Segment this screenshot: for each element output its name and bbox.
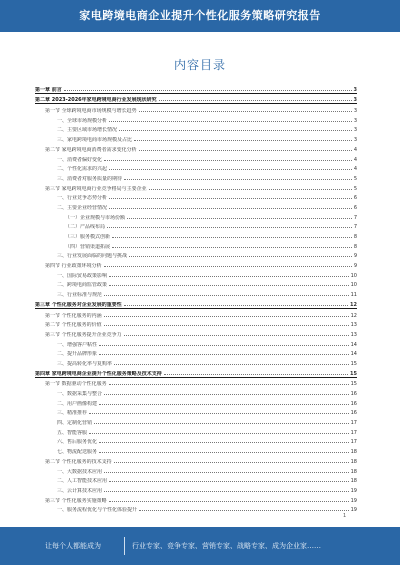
toc-leader-dots xyxy=(104,316,349,317)
toc-entry-text: （一）企业规模与市场份额 xyxy=(65,214,126,221)
toc-entry-text: 第二节 家电跨境电商消费者需求变化分析 xyxy=(45,146,137,153)
toc-entry-text: 三、消费者对服务质量的期待 xyxy=(57,175,123,182)
toc-entry-row[interactable] xyxy=(35,153,357,163)
toc-leader-dots xyxy=(104,160,352,161)
toc-leader-dots xyxy=(112,237,352,238)
toc-entry-text: 三、精准推荐 xyxy=(57,410,88,417)
toc-page-number: 3 xyxy=(353,127,357,134)
toc-leader-dots xyxy=(109,121,352,122)
toc-leader-dots xyxy=(109,384,349,385)
toc-page-number: 9 xyxy=(353,253,357,260)
toc-entry-row[interactable] xyxy=(35,133,357,143)
toc-entry-row[interactable] xyxy=(35,484,357,494)
toc-leader-dots xyxy=(134,140,352,141)
toc-page-number: 16 xyxy=(350,410,357,417)
toc-entry-row[interactable] xyxy=(35,163,357,173)
toc-leader-dots xyxy=(99,452,349,453)
toc-entry-row[interactable] xyxy=(35,475,357,485)
toc-entry-row[interactable] xyxy=(35,259,357,269)
toc-entry-row[interactable] xyxy=(35,143,357,153)
toc-page-number: 4 xyxy=(353,146,357,153)
toc-leader-dots xyxy=(139,150,352,151)
toc-leader-dots xyxy=(139,510,349,511)
toc-leader-dots xyxy=(149,189,352,190)
report-header-bar xyxy=(0,0,400,32)
toc-page-number: 14 xyxy=(350,341,357,348)
toc-entry-text: 第二章 2023-2026年家电跨境电商行业发展现状研究 xyxy=(35,97,157,104)
toc-page-number: 3 xyxy=(353,117,357,124)
toc-chapter-row[interactable] xyxy=(35,298,357,309)
toc-leader-dots xyxy=(107,227,352,228)
toc-entry-text: 第三节 个性化服务提升企业竞争力 xyxy=(45,331,122,338)
toc-entry-row[interactable] xyxy=(35,269,357,279)
toc-page-number: 3 xyxy=(353,97,357,104)
toc-leader-dots xyxy=(127,218,352,219)
toc-leader-dots xyxy=(99,354,349,355)
toc-entry-text: （四）营销渠道拓展 xyxy=(65,243,111,250)
toc-entry-row[interactable] xyxy=(35,221,357,231)
footer-slogan-left: 让每个人都能成为 xyxy=(45,542,101,550)
toc-entry-row[interactable] xyxy=(35,114,357,124)
toc-heading: 内容目录 xyxy=(173,58,226,72)
toc-entry-text: 二、跨境电商监管政策 xyxy=(57,282,108,289)
toc-entry-row[interactable] xyxy=(35,328,357,338)
toc-chapter-row[interactable] xyxy=(35,94,357,105)
toc-page-number: 8 xyxy=(353,243,357,250)
toc-entry-row[interactable] xyxy=(35,201,357,211)
toc-entry-text: 二、人工智能技术应用 xyxy=(57,478,108,485)
toc-leader-dots xyxy=(109,481,349,482)
toc-entry-text: 二、提升品牌形象 xyxy=(57,351,98,358)
toc-entry-row[interactable] xyxy=(35,426,357,436)
toc-entry-row[interactable] xyxy=(35,445,357,455)
toc-page-number: 3 xyxy=(353,86,357,93)
toc-leader-dots xyxy=(124,179,352,180)
toc-entry-row[interactable] xyxy=(35,357,357,367)
toc-entry-text: 一、数据采集与整合 xyxy=(57,391,103,397)
toc-entry-text: （二）产品线布局 xyxy=(65,224,106,231)
toc-leader-dots xyxy=(124,335,349,336)
toc-entry-text: 第四节 行业政策环境分析 xyxy=(45,263,102,270)
toc-page-number: 19 xyxy=(350,487,357,494)
toc-entry-text: 第二节 个性化服务的价值 xyxy=(45,322,102,329)
toc-entry-text: 三、云计算技术应用 xyxy=(57,487,103,494)
toc-leader-dots xyxy=(109,501,349,502)
toc-chapter-row[interactable] xyxy=(35,367,357,378)
toc-entry-row[interactable] xyxy=(35,192,357,202)
toc-entry-row[interactable] xyxy=(35,455,357,465)
toc-leader-dots xyxy=(94,423,349,424)
toc-page-number: 18 xyxy=(350,478,357,485)
toc-entry-text: 第三节 家电跨境电商行业竞争格局与主要企业 xyxy=(45,185,147,192)
toc-entry-row[interactable] xyxy=(35,124,357,134)
toc-entry-row[interactable] xyxy=(35,494,357,504)
toc-entry-text: 三、家电跨境电商市场规模及占比 xyxy=(57,137,133,144)
toc-leader-dots xyxy=(99,404,349,405)
toc-leader-dots xyxy=(104,295,349,296)
toc-entry-row[interactable] xyxy=(35,104,357,114)
toc-leader-dots xyxy=(114,364,349,365)
toc-entry-row[interactable] xyxy=(35,378,357,388)
toc-page-number: 18 xyxy=(350,468,357,475)
toc-page-number: 4 xyxy=(353,156,357,163)
toc-page-number: 13 xyxy=(350,331,357,338)
toc-page-number: 6 xyxy=(353,195,357,202)
toc-entry-text: 二、主要企业经营情况 xyxy=(57,204,108,211)
toc-entry-row[interactable] xyxy=(35,230,357,240)
toc-page-number: 7 xyxy=(353,224,357,231)
toc-entry-text: 第一节 个性化服务的内涵 xyxy=(45,312,102,319)
toc-leader-dots xyxy=(109,208,352,209)
toc-page-number: 17 xyxy=(350,420,357,427)
toc-entry-row[interactable] xyxy=(35,338,357,348)
toc-entry-row[interactable] xyxy=(35,436,357,446)
toc-page-number: 9 xyxy=(353,263,357,270)
toc-entry-text: 第四章 家电跨境电商企业提升个性化服务策略及技术支持 xyxy=(35,370,162,377)
toc-entry-text: 第三节 个性化服务实施策略 xyxy=(45,497,107,504)
toc-leader-dots xyxy=(109,169,352,170)
toc-entry-text: 第二节 个性化服务的技术支持 xyxy=(45,458,112,465)
toc-page-number: 16 xyxy=(350,400,357,407)
toc-entry-text: 第一节 数据驱动个性化服务 xyxy=(45,381,107,388)
toc-page-number: 15 xyxy=(350,370,357,377)
toc-entry-text: 三、行业标准与规范 xyxy=(57,292,103,299)
toc-page-number: 19 xyxy=(350,507,357,514)
footer-divider xyxy=(124,537,125,555)
toc-page-number: 3 xyxy=(353,137,357,144)
toc-page-number: 7 xyxy=(353,214,357,221)
toc-entry-row[interactable] xyxy=(35,211,357,221)
toc-page-number: 6 xyxy=(353,204,357,211)
toc-page-number: 17 xyxy=(350,439,357,446)
toc-entry-text: 一、消费者偏好变化 xyxy=(57,156,103,163)
toc-leader-dots xyxy=(89,413,349,414)
toc-leader-dots xyxy=(159,100,352,101)
toc-page-number: 17 xyxy=(350,429,357,436)
toc-entry-row[interactable] xyxy=(35,387,357,397)
toc-page-number: 3 xyxy=(353,108,357,115)
toc-page-number: 18 xyxy=(350,458,357,465)
toc-leader-dots xyxy=(104,472,349,473)
toc-leader-dots xyxy=(112,247,352,248)
page-number: 1 xyxy=(343,513,347,519)
toc-leader-dots xyxy=(104,491,349,492)
toc-page-number: 15 xyxy=(350,381,357,388)
toc-page-number: 5 xyxy=(353,175,357,182)
toc-entry-text: 一、大数据技术应用 xyxy=(57,468,103,475)
toc-page-number: 14 xyxy=(350,351,357,358)
toc-leader-dots xyxy=(109,276,349,277)
toc-entry-text: 一、全球市场规模分析 xyxy=(57,117,108,124)
toc-entry-text: 第三章 个性化服务对企业发展的重要性 xyxy=(35,301,122,308)
toc-entry-text: （三）服务模式创新 xyxy=(65,234,111,240)
toc-page-number: 11 xyxy=(350,292,357,299)
toc-entry-row[interactable] xyxy=(35,504,357,514)
toc-entry-row[interactable] xyxy=(35,309,357,319)
toc-leader-dots xyxy=(104,325,349,326)
toc-leader-dots xyxy=(89,433,349,434)
toc-entry-text: 四、定制化营销 xyxy=(57,420,93,427)
toc-entry-row[interactable] xyxy=(35,240,357,250)
toc-page-number: 5 xyxy=(353,185,357,192)
table-of-contents xyxy=(35,83,357,513)
toc-entry-row[interactable] xyxy=(35,250,357,260)
toc-leader-dots xyxy=(64,90,352,91)
toc-leader-dots xyxy=(119,130,352,131)
toc-entry-row[interactable] xyxy=(35,319,357,329)
toc-page-number: 15 xyxy=(350,360,357,367)
toc-leader-dots xyxy=(124,305,348,306)
toc-page-number: 8 xyxy=(353,234,357,240)
toc-page-number: 18 xyxy=(350,449,357,456)
toc-leader-dots xyxy=(99,442,349,443)
footer-slogan-right: 行业专家、竞争专家、营销专家、战略专家、成为企业家…… xyxy=(132,542,321,550)
toc-entry-row[interactable] xyxy=(35,172,357,182)
toc-page-number: 12 xyxy=(350,312,357,319)
toc-leader-dots xyxy=(104,266,352,267)
toc-entry-text: 二、主要区域市场增长情况 xyxy=(57,127,118,134)
toc-entry-text: 六、售后服务优化 xyxy=(57,439,98,446)
toc-page-number: 10 xyxy=(350,282,357,289)
toc-entry-text: 七、物流配送服务 xyxy=(57,449,98,456)
toc-leader-dots xyxy=(99,345,349,346)
toc-page-number: 13 xyxy=(350,322,357,329)
toc-leader-dots xyxy=(109,285,349,286)
toc-page-number: 19 xyxy=(350,497,357,504)
toc-entry-text: 一、服务流程优化与个性化体验提升 xyxy=(57,507,138,514)
toc-page-number: 4 xyxy=(353,166,357,173)
report-title: 家电跨境电商企业提升个性化服务策略研究报告 xyxy=(79,9,321,22)
toc-leader-dots xyxy=(164,374,348,375)
toc-entry-text: 二、用户画像构建 xyxy=(57,400,98,407)
toc-page-number: 12 xyxy=(350,301,357,308)
toc-entry-row[interactable] xyxy=(35,407,357,417)
toc-entry-text: 三、行业发展面临的问题与挑战 xyxy=(57,253,128,260)
toc-leader-dots xyxy=(104,394,349,395)
toc-entry-text: 第一节 全球跨境电商市场规模与增长趋势 xyxy=(45,108,137,115)
toc-entry-text: 一、增强客户粘性 xyxy=(57,341,98,348)
toc-entry-text: 五、智能客服 xyxy=(57,429,88,436)
toc-entry-row[interactable] xyxy=(35,279,357,289)
toc-page-number: 10 xyxy=(350,272,357,279)
toc-page-number: 16 xyxy=(350,391,357,397)
toc-entry-row[interactable] xyxy=(35,348,357,358)
toc-entry-row[interactable] xyxy=(35,465,357,475)
toc-entry-text: 一、行业竞争态势分析 xyxy=(57,195,108,202)
toc-entry-text: 一、国际贸易政策影响 xyxy=(57,272,108,279)
toc-entry-text: 第一章 前言 xyxy=(35,86,62,93)
toc-leader-dots xyxy=(109,198,352,199)
toc-entry-row[interactable] xyxy=(35,288,357,298)
toc-entry-row[interactable] xyxy=(35,416,357,426)
toc-entry-text: 三、提高转化率与复购率 xyxy=(57,360,113,367)
toc-chapter-row[interactable] xyxy=(35,83,357,94)
toc-leader-dots xyxy=(114,462,349,463)
footer-bar xyxy=(0,527,400,565)
toc-entry-row[interactable] xyxy=(35,397,357,407)
toc-leader-dots xyxy=(129,256,352,257)
toc-entry-text: 二、个性化需求的兴起 xyxy=(57,166,108,173)
toc-leader-dots xyxy=(139,111,352,112)
toc-entry-row[interactable] xyxy=(35,182,357,192)
